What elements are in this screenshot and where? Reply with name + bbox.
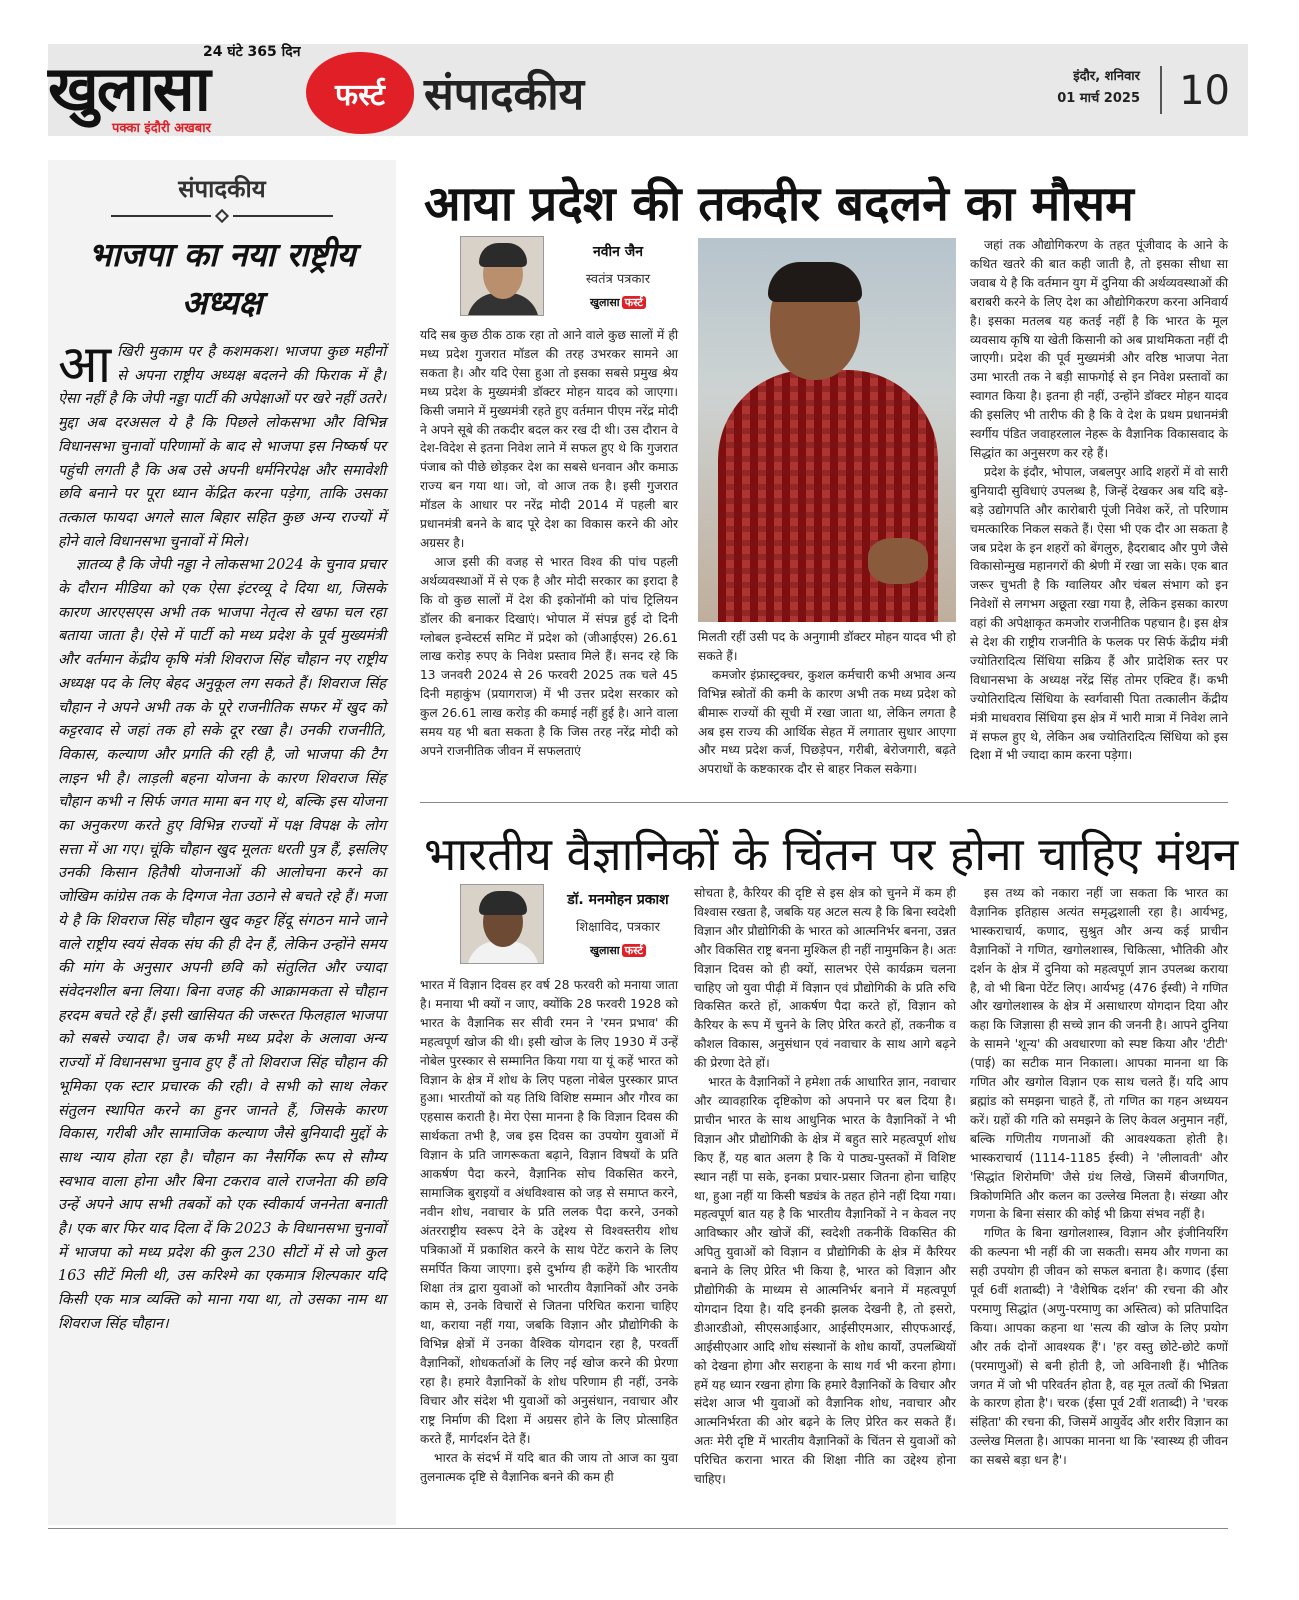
article-column [698, 628, 956, 779]
editorial-heading: भाजपा का नया राष्ट्रीय अध्यक्ष [88, 235, 356, 322]
paragraph: यदि सब कुछ ठीक ठाक रहा तो आने वाले कुछ सालों में ही मध्य प्रदेश गुजरात मॉडल की तरह उभरकर सामने आ सकता है। और यदि ऐसा हुआ तो इसका सबसे प्रमुख श्रेय मध्य प्रदेश के मुख्यमंत्री डॉक्टर मोहन यादव को जाएगा। किसी जमाने में मुख्यमंत्री रहते हुए वर्तमान पीएम नरेंद्र मोदी ने अपने सूबे की तकदीर बदल कर रख दी थी। उस दौरान वे देश-विदेश से इतना निवेश लाने में सफल हुए थे कि गुजरात पंजाब को पीछे छोड़कर देश का सबसे धनवान और कमाऊ राज्य बन गया था। जो, वो आज तक है। इसी गुजरात मॉडल के आधार पर नरेंद्र मोदी 2014 में पहली बार प्रधानमंत्री बनने के बाद पूरे देश का विकास करने की ओर अग्रसर है। [420, 328, 678, 550]
byline [460, 236, 678, 316]
author-photo [460, 884, 544, 964]
dropcap: आ [58, 335, 112, 395]
article-headline: भारतीय वैज्ञानिकों के चिंतन पर होना चाहिए मंथन [424, 827, 1239, 881]
page-bottom-rule [48, 1528, 1228, 1529]
ornament-line [233, 215, 333, 217]
editorial-column [48, 160, 396, 1525]
paragraph: मिलती रहीं उसी पद के अनुगामी डॉक्टर मोहन यादव भी हो सकते हैं। [698, 630, 956, 663]
paragraph: कमजोर इंफ्रास्ट्रक्चर, कुशल कर्मचारी कभी अभाव अन्य विभिन्न स्त्रोतों की कमी के कारण अभी तक मध्य प्रदेश को बीमारू राज्यों की सूची में रखा जाता था, लेकिन लगता है अब इस राज्य की आर्थिक सेहत में लगातार सुधार आएगा और मध्य प्रदेश कर्ज, पिछड़ेपन, गरीबी, बेरोजगारी, बढ़ते अपराधों के कष्टकारक दौर से बाहर निकल सकेगा। [698, 667, 956, 777]
article-column [694, 884, 956, 1489]
byline-info [558, 884, 678, 964]
editorial-paragraph: आखिरी मुकाम पर है कशमकश। भाजपा कुछ महीनों से अपना राष्ट्रीय अध्यक्ष बदलने की फिराक में है। ऐसा नहीं है कि जेपी नड्डा पार्टी की अपेक्षाओं पर खरे नहीं उतरे। मुद्दा अब दरअसल ये है कि पिछले लोकसभा और विभिन्न विधानसभा चुनावों परिणामों के बाद से भाजपा इस निष्कर्ष पर पहुंची लगती है कि अब उसे अपनी धर्मनिरपेक्ष और समावेशी छवि बनाने पर पूरा ध्यान केंद्रित करना पड़ेगा, ताकि उसका तत्काल फायदा अगले साल बिहार सहित कुछ अन्य राज्यों में होने वाले विधानसभा चुनावों में मिले। [58, 335, 386, 550]
author-role: स्वतंत्र पत्रकार [585, 272, 651, 287]
author-photo [460, 236, 544, 316]
article-column [420, 326, 678, 761]
issue-date: 01 मार्च 2025 [1057, 91, 1140, 106]
paragraph: भारत के वैज्ञानिकों ने हमेशा तर्क आधारित ज्ञान, नवाचार और व्यावहारिक दृष्टिकोण को अपनाने पर बल दिया है। प्राचीन भारत के साथ आधुनिक भारत के वैज्ञानिकों ने भी विज्ञान और प्रौद्योगिकी के क्षेत्र में बहुत सारे महत्वपूर्ण शोध किए हैं, यह बात अलग है कि ये पाठ्य-पुस्तकों में विशिष्ट स्थान नहीं पा सके, इनका प्रचार-प्रसार जितना होना चाहिए था, हुआ नहीं या किसी षड्यंत्र के तहत होने नहीं दिया गया। महत्वपूर्ण बात यह है कि भारतीय वैज्ञानिकों ने न केवल नए आविष्कार और खोजें कीं, स्वदेशी तकनीकें विकसित की अपितु युवाओं को विज्ञान व प्रौद्योगिकी के क्षेत्र में कैरियर बनाने के लिए प्रेरित भी किया है, भारत को विज्ञान और प्रौद्योगिकी के माध्यम से आत्मनिर्भर बनाने में महत्वपूर्ण योगदान दिया है। यदि इनकी झलक देखनी है, तो इसरो, डीआरडीओ, सीएसआईआर, आईसीएमआर, सीएफआरई, आईसीएआर आदि शोध संस्थानों के शोध कार्यों, उपलब्धियों को देखना होगा और सराहना के साथ गर्व भी करना होगा। हमें यह ध्यान रखना होगा कि हमारे वैज्ञानिकों के विचार और संदेश आज भी युवाओं को वैज्ञानिक शोध, नवाचार और आत्मनिर्भरता की ओर बढ़ने के लिए प्रेरित कर सकते हैं। अतः मेरी दृष्टि में भारतीय वैज्ञानिकों के चिंतन से युवाओं को परिचित कराना भारत की शिक्षा नीति का उद्देश्य होना चाहिए। [694, 1075, 956, 1487]
editorial-paragraph: ज्ञातव्य है कि जेपी नड्डा ने लोकसभा 2024 के चुनाव प्रचार के दौरान मीडिया को एक ऐसा इंटरव्यू दे दिया था, जिसके कारण आरएसएस अभी तक भाजपा नेतृत्व से खफा चल रहा बताया जाता है। ऐसे में पार्टी को मध्य प्रदेश के पूर्व मुख्यमंत्री और वर्तमान केंद्रीय कृषि मंत्री शिवराज सिंह चौहान नए राष्ट्रीय अध्यक्ष पद के लिए बेहद अनुकूल लग सकते हैं। शिवराज सिंह चौहान ने अपने अभी तक के पूरे राजनीतिक सफर में खुद को कट्टरवाद से जहां तक हो सके दूर रखा है। उनकी राजनीति, विकास, कल्याण और प्रगति की रही है, जो भाजपा की टैग लाइन भी है। लाड़ली बहना योजना के कारण शिवराज सिंह चौहान कभी न सिर्फ जगत मामा बन गए थे, बल्कि इस योजना का अनुकरण करते हुए विभिन्न राज्यों में पक्ष विपक्ष के लोग सत्ता में आ गए। चूंकि चौहान खुद मूलतः धरती पुत्र हैं, इसलिए उनकी किसान हितैषी योजनाओं की आलोचना करने का जोखिम कांग्रेस तक के दिग्गज नेता उठाने से बचते रहे हैं। मजा ये है कि शिवराज सिंह चौहान खुद कट्टर हिंदू संगठन माने जाने वाले राष्ट्रीय स्वयं सेवक संघ की ही देन हैं, लेकिन उन्होंने समय की मांग के अनुसार अपनी छवि को संतुलित और ज्यादा संवेदनशील बना लिया। बिना वजह की आक्रामकता से चौहान हरदम बचते रहे हैं। इसी खासियत की जरूरत फिलहाल भाजपा को सबसे ज्यादा है। जब कभी मध्य प्रदेश के अलावा अन्य राज्यों में विधानसभा चुनाव हुए हैं तो शिवराज सिंह चौहान की भूमिका एक स्टार प्रचारक की रही। वे सभी को साथ लेकर संतुलन स्थापित करने का हुनर जानते हैं, जिसके कारण विकास, गरीबी और सामाजिक कल्याण जैसे बुनियादी मुद्दों के साथ न्याय होता रहा है। चौहान का नैसर्गिक रूप से सौम्य स्वभाव वाला होना और बिना टकराव वाले राजनेता की छवि उन्हें अपने आप सभी तबकों को एक स्वीकार्य जननेता बनाती है। एक बार फिर याद दिला दें कि 2023 के विधानसभा चुनावों में भाजपा को मध्य प्रदेश की कुल 230 सीटों में से जो कुल 163 सीटें मिली थी, उस करिश्मे का एकमात्र शिल्पकार यदि किसी एक मात्र व्यक्ति को माना गया था, तो उसका नाम था शिवराज सिंह चौहान। [58, 557, 386, 1332]
logo-badge: फर्स्ट [306, 52, 414, 134]
author-role: शिक्षाविद, पत्रकार [576, 920, 660, 935]
logo-subtitle: पक्का इंदौरी अखबार [112, 121, 211, 136]
dateline [1057, 66, 1140, 110]
byline-logo: खुलासा फर्स्ट [558, 295, 678, 310]
article-column [970, 884, 1228, 1470]
masthead [48, 44, 1248, 136]
section-title: संपादकीय [424, 69, 585, 120]
paragraph: भारत के संदर्भ में यदि बात की जाय तो आज का युवा तुलनात्मक दृष्टि से वैज्ञानिक बनने की कम ही [420, 1450, 678, 1484]
author-name: डॉ. मनमोहन प्रकाश [567, 892, 669, 908]
paragraph: प्रदेश के इंदौर, भोपाल, जबलपुर आदि शहरों में वो सारी बुनियादी सुविधाएं उपलब्ध है, जिन्हें देखकर अब यदि बड़े-बड़े उद्योगपति और कारोबारी पूंजी निवेश करें, तो परिणाम चमत्कारिक निकल सकते हैं। ऐसा भी एक दौर आ सकता है जब प्रदेश के इन शहरों को बेंगलुरु, हैदराबाद और पुणे जैसे विकासोन्मुख महानगरों की श्रेणी में रखा जा सके। एक बात जरूर चुभती है कि ग्वालियर और चंबल संभाग को इन निवेशों से लगभग अछूता रखा गया है, लेकिन इसका कारण वहां की अपेक्षाकृत कमजोर राजनीतिक पहचान है। इस क्षेत्र से देश की राष्ट्रीय राजनीति के फलक पर सिर्फ केंद्रीय मंत्री ज्योतिरादित्य सिंधिया सक्रिय हैं और प्रादेशिक स्तर पर विधानसभा के अध्यक्ष नरेंद्र सिंह तोमर एक्टिव हैं। कभी ज्योतिरादित्य सिंधिया के स्वर्गवासी पिता तत्कालीन केंद्रीय मंत्री माधवराव सिंधिया इस क्षेत्र में भारी मात्रा में निवेश लाने में सफल हुए थे, लेकिन अब ज्योतिरादित्य सिंधिया को इस दिशा में भी ज्यादा काम करना पड़ेगा। [970, 464, 1228, 763]
editorial-label: संपादकीय [178, 174, 266, 203]
paragraph: भारत में विज्ञान दिवस हर वर्ष 28 फरवरी को मनाया जाता है। मनाया भी क्यों न जाए, क्योंकि 28 फरवरी 1928 को भारत के वैज्ञानिक सर सीवी रमन ने 'रमन प्रभाव' की महत्वपूर्ण खोज की थी। इसी खोज के लिए 1930 में उन्हें नोबेल पुरस्कार से सम्मानित किया गया या यूं कहें भारत को विज्ञान के क्षेत्र में शोध के लिए पहला नोबेल पुरस्कार प्राप्त हुआ। भारतीयों को यह तिथि विशिष्ट सम्मान और गौरव का एहसास कराती है। मेरा ऐसा मानना है कि विज्ञान दिवस की सार्थकता तभी है, जब इस दिवस का उपयोग युवाओं में विज्ञान के प्रति जागरूकता बढ़ाने, विज्ञान विषयों के प्रति आकर्षण पैदा करने, वैज्ञानिक सोच विकसित करने, सामाजिक बुराइयों व अंधविश्वास को जड़ से समाप्त करने, नवीन शोध, नवाचार के प्रति ललक पैदा करने, उनको अंतरराष्ट्रीय स्वरूप देने के उद्देश्य से विश्वस्तरीय शोध पत्रिकाओं में प्रकाशित करने के साथ पेटेंट कराने के लिए समर्पित किया जाएगा। इसे दुर्भाग्य ही कहेंगे कि भारतीय शिक्षा तंत्र द्वारा युवाओं को भारतीय वैज्ञानिकों और उनके काम से, उनके विचारों से जितना परिचित कराना चाहिए था, कराया नहीं गया, जबकि विज्ञान और प्रौद्योगिकी के विभिन्न क्षेत्रों में उनका वैश्विक योगदान रहा है, परवर्ती वैज्ञानिकों, शोधकर्ताओं के लिए नई खोज करने की प्रेरणा रहा है। हमारे वैज्ञानिकों के शोध परिणाम ही नहीं, उनके विचार और संदेश भी युवाओं को अनुसंधान, नवाचार और राष्ट्र निर्माण की दिशा में अग्रसर होने के लिए प्रोत्साहित करते हैं, मार्गदर्शन देते हैं। [420, 978, 678, 1446]
page-number: 10 [1179, 68, 1230, 114]
byline-logo: खुलासा फर्स्ट [558, 943, 678, 958]
author-name: नवीन जैन [593, 244, 643, 260]
paragraph: जहां तक औद्योगिकरण के तहत पूंजीवाद के आने के कथित खतरे की बात कही जाती है, तो इसका सीधा सा जवाब ये है कि वर्तमान युग में दुनिया की अर्थव्यवस्थाओं की बराबरी करने के लिए देश का औद्योगिकरण करना अनिवार्य है। इसका मतलब यह कतई नहीं है कि भारत के मूल व्यवसाय कृषि या खेती किसानी को अब प्राथमिकता नहीं दी जाएगी। प्रदेश की पूर्व मुख्यमंत्री और वरिष्ठ भाजपा नेता उमा भारती तक ने बड़ी साफगोई से इन निवेश प्रस्तावों का स्वागत किया है। इतना ही नहीं, उन्होंने डॉक्टर मोहन यादव की इसलिए भी तारीफ की है कि वे देश के प्रथम प्रधानमंत्री स्वर्गीय पंडित जवाहरलाल नेहरू के वैज्ञानिक विकासवाद के सिद्धांत का अनुसरण कर रहे हैं। [970, 238, 1228, 460]
paragraph: इस तथ्य को नकारा नहीं जा सकता कि भारत का वैज्ञानिक इतिहास अत्यंत समृद्धशाली रहा है। आर्यभट्ट, भास्कराचार्य, कणाद, सुश्रुत और अन्य कई प्राचीन वैज्ञानिकों ने गणित, खगोलशास्त्र, चिकित्सा, भौतिकी और दर्शन के क्षेत्र में दुनिया को महत्वपूर्ण ज्ञान उपलब्ध कराया है, वो भी बिना पेटेंट लिए। आर्यभट्ट (476 ईस्वी) ने गणित और खगोलशास्त्र के क्षेत्र में असाधारण योगदान दिया और कहा कि जिज्ञासा ही सच्चे ज्ञान की जननी है। आपने दुनिया के सामने 'शून्य' की अवधारणा को स्पष्ट किया और 'टीटी' (पाई) का सटीक मान निकाला। आपका मानना था कि गणित और खगोल विज्ञान एक साथ चलते हैं। यदि आप ब्रह्मांड को समझना चाहते हैं, तो गणित का गहन अध्ययन करें। ग्रहों की गति को समझने के लिए केवल अनुमान नहीं, बल्कि गणितीय गणनाओं की आवश्यकता होती है। भास्कराचार्य (1114-1185 ईस्वी) ने 'लीलावती' और 'सिद्धांत शिरोमणि' जैसे ग्रंथ लिखे, जिसमें बीजगणित, त्रिकोणमिति और कलन का उल्लेख मिलता है। संख्या और गणना के बिना संसार की कोई भी क्रिया संभव नहीं है। [970, 886, 1228, 1222]
ornament-line [111, 215, 211, 217]
chief-minister-photo [698, 238, 956, 622]
tagline: 24 घंटे 365 दिन [203, 44, 301, 60]
paragraph: गणित के बिना खगोलशास्त्र, विज्ञान और इंजीनियरिंग की कल्पना भी नहीं की जा सकती। समय और गणना का सही उपयोग ही जीवन को सफल बनाता है। कणाद (ईसा पूर्व 6वीं शताब्दी) ने 'वैशेषिक दर्शन' की रचना की और परमाणु सिद्धांत (अणु-परमाणु का अस्तित्व) को प्रतिपादित किया। आपका कहना था 'सत्य की खोज के लिए प्रयोग और तर्क दोनों आवश्यक हैं'। 'हर वस्तु छोटे-छोटे कणों (परमाणुओं) से बनी होती है, जो अविनाशी हैं। भौतिक जगत में जो भी परिवर्तन होता है, वह मूल तत्वों की भिन्नता के कारण होता है'। चरक (ईसा पूर्व 2वीं शताब्दी) ने 'चरक संहिता' की रचना की, जिसमें आयुर्वेद और शरीर विज्ञान का उल्लेख मिलता है। आपका मानना था कि 'स्वास्थ्य ही जीवन का सबसे बड़ा धन है'। [970, 1226, 1228, 1468]
divider [1160, 66, 1162, 114]
paragraph: सोचता है, कैरियर की दृष्टि से इस क्षेत्र को चुनने में कम ही विश्वास रखता है, जबकि यह अटल सत्य है कि बिना स्वदेशी विज्ञान और प्रौद्योगिकी के भारत को आत्मनिर्भर बनना, उन्नत और विकसित राष्ट्र बनना मुश्किल ही नहीं नामुमकिन है। अतः विज्ञान दिवस को ही क्यों, सालभर ऐसे कार्यक्रम चलना चाहिए जो युवा पीढ़ी में विज्ञान एवं प्रौद्योगिकी के प्रति रुचि विकसित करते हों, आकर्षण पैदा करते हों, विज्ञान को कैरियर के रूप में चुनने के लिए प्रेरित करते हों, तकनीक व कौशल विकास, अनुसंधान एवं नवाचार के साथ आगे बढ़ने की प्रेरणा देते हों। [694, 886, 956, 1071]
article-column [420, 976, 678, 1486]
section-divider [420, 802, 1228, 803]
paragraph: आज इसी की वजह से भारत विश्व की पांच पहली अर्थव्यवस्थाओं में से एक है और मोदी सरकार का इरादा है कि वो कुछ सालों में देश की इकोनॉमी को पांच ट्रिलियन डॉलर की बनाकर दिखाएं। भोपाल में संपन्न हुई दो दिनी ग्लोबल इन्वेस्टर्स समिट में प्रदेश को (जीआईएस) 26.61 लाख करोड़ रुपए के निवेश प्रस्ताव मिले हैं। सनद रहे कि 13 जनवरी 2024 से 26 फरवरी 2025 तक चले 45 दिनी महाकुंभ (प्रयागराज) में भी उत्तर प्रदेश सरकार को कुल 26.61 लाख करोड़ की कमाई नहीं हुई है। आने वाला समय यह भी बता सकता है कि जिस तरह नरेंद्र मोदी को अपने राजनीतिक जीवन में सफलताएं [420, 554, 678, 758]
byline-info [558, 236, 678, 316]
newspaper-logo: खुलासा [48, 52, 209, 125]
article-column [970, 236, 1228, 765]
ornament [58, 211, 386, 221]
byline [460, 884, 678, 964]
article-headline: आया प्रदेश की तकदीर बदलने का मौसम [424, 176, 1134, 232]
city-day: इंदौर, शनिवार [1073, 69, 1140, 84]
diamond-icon [215, 209, 229, 223]
editorial-body [58, 335, 386, 1337]
